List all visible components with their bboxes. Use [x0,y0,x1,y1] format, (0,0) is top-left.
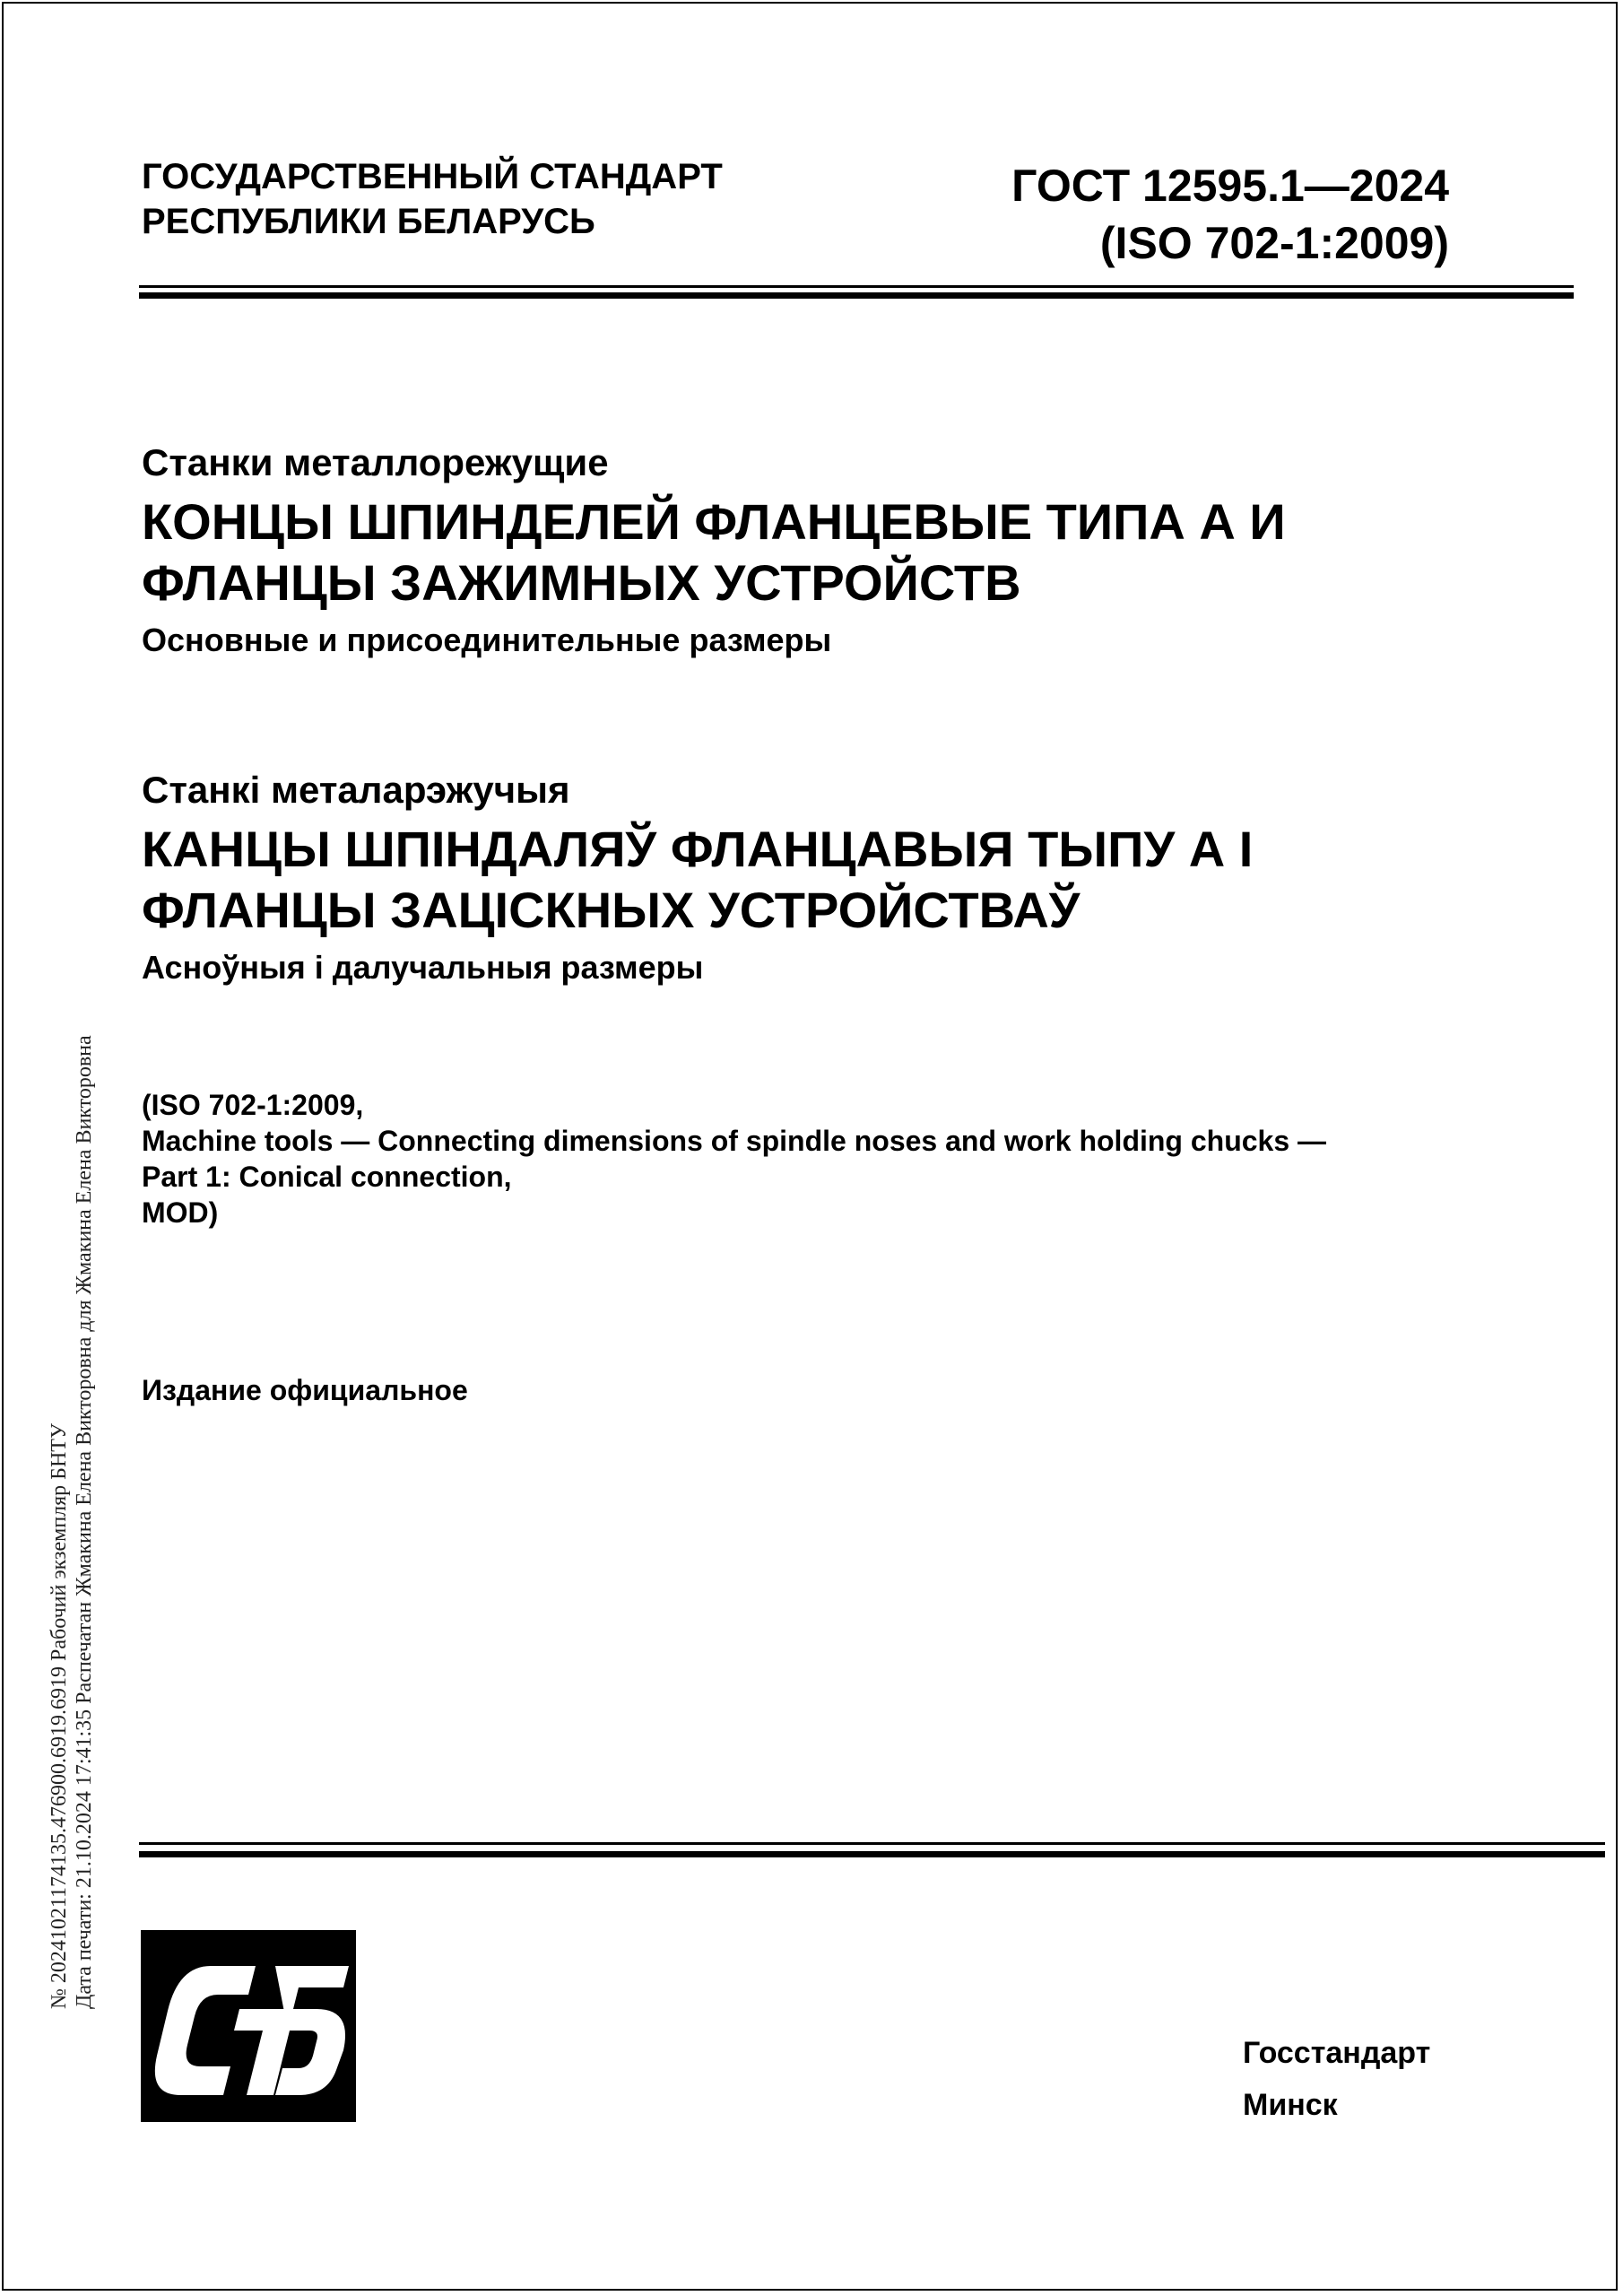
iso-line2: Machine tools — Connecting dimensions of spindle noses and work holding chucks — [142,1125,1327,1157]
russian-subtitle: Станки металлорежущие [142,441,609,483]
standard-designation [1011,157,1449,272]
stb-logo-icon [141,1930,356,2122]
belarusian-title-line2: ФЛАНЦЫ ЗАЦІСКНЫХ УСТРОЙСТВАЎ [142,882,1081,938]
footer-rule-thick [139,1851,1605,1857]
publisher-city: Минск [1243,2088,1338,2122]
iso-line1: (ISO 702-1:2009, [142,1089,364,1121]
iso-line4: MOD) [142,1196,219,1229]
header-rule-thick [139,292,1574,299]
russian-title-line1: КОНЦЫ ШПИНДЕЛЕЙ ФЛАНЦЕВЫЕ ТИПА А И [142,493,1286,550]
footer-rule-thin [139,1842,1605,1845]
state-standard-line1: ГОСУДАРСТВЕННЫЙ СТАНДАРТ [142,157,723,196]
belarusian-sizes: Асноўныя і далучальныя размеры [142,949,704,986]
belarusian-title-block [142,767,1253,989]
side-stamp-line1: № 20241021174135.476900.6919.6919 Рабочий экземпляр БНТУ [48,1423,71,2009]
belarusian-title-line1: КАНЦЫ ШПІНДАЛЯЎ ФЛАНЦАВЫЯ ТЫПУ А І [142,821,1254,877]
russian-title-block [142,439,1286,662]
belarusian-subtitle: Станкі металарэжучыя [142,769,570,811]
side-stamp-line2: Дата печати: 21.10.2024 17:41:35 Распечатан Жмакина Елена Викторовна для Жмакина Елена Викторовна [73,1035,96,2009]
side-print-stamp [47,1035,97,2009]
designation-number: ГОСТ 12595.1—2024 [1011,161,1449,211]
designation-iso: (ISO 702-1:2009) [1099,218,1449,268]
publisher-name: Госстандарт [1243,2036,1431,2070]
publisher-block [1243,2027,1430,2131]
russian-sizes: Основные и присоединительные размеры [142,622,832,658]
edition-label: Издание официальное [142,1374,468,1406]
iso-line3: Part 1: Conical connection, [142,1161,512,1193]
state-standard-heading [142,154,723,244]
header-rule-thin [139,285,1574,288]
russian-title-line2: ФЛАНЦЫ ЗАЖИМНЫХ УСТРОЙСТВ [142,554,1021,611]
iso-reference-block [142,1087,1326,1231]
state-standard-line2: РЕСПУБЛИКИ БЕЛАРУСЬ [142,202,595,241]
